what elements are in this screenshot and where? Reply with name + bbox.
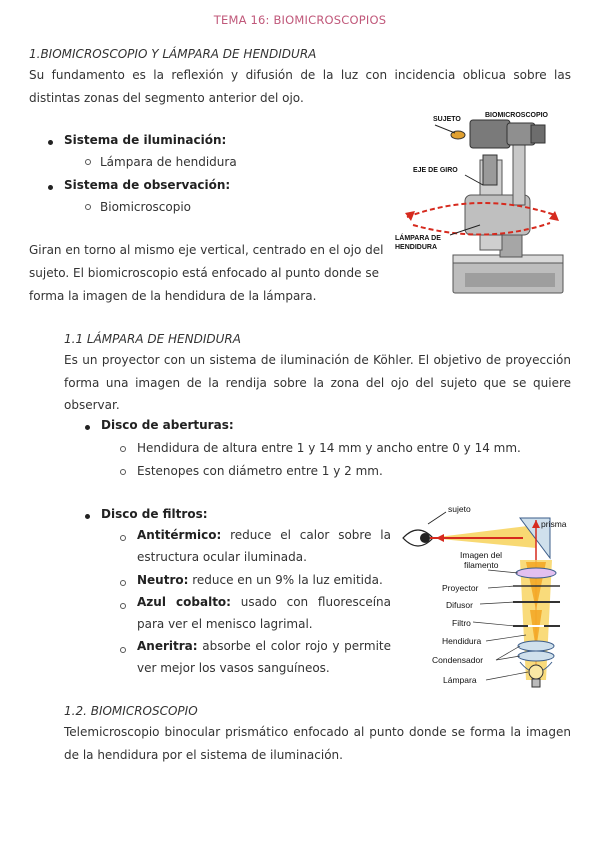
- sub-bullet-circle: [120, 535, 126, 541]
- label-difusor: Difusor: [446, 600, 473, 610]
- section-heading-1-1: 1.1 LÁMPARA DE HENDIDURA: [64, 332, 241, 346]
- filtro-aneritra-line-2: ver mejor los vasos sanguíneos.: [137, 661, 330, 675]
- s11-line-3: observar.: [64, 398, 120, 412]
- label-hendidura: Hendidura: [442, 636, 482, 646]
- sub-bullet-circle: [120, 446, 126, 452]
- filtro-antitermico-line-1: Antitérmico: reduce el calor sobre la: [137, 528, 391, 542]
- label-lampara-2: HENDIDURA: [395, 244, 437, 251]
- sub-bullet-circle: [120, 580, 126, 586]
- aberturas-item-2: Estenopes con diámetro entre 1 y 2 mm.: [137, 464, 383, 478]
- label-imagen-2: filamento: [464, 560, 499, 570]
- bullet-dot: [85, 514, 90, 519]
- para-line-1: Giran en torno al mismo eje vertical, centrado en el ojo del: [29, 243, 384, 257]
- label-imagen-1: Imagen del: [460, 550, 503, 560]
- page-title: TEMA 16: BIOMICROSCOPIOS: [213, 13, 387, 27]
- label-lampara-1: LÁMPARA DE: [395, 235, 441, 242]
- sub-bullet-circle: [120, 647, 126, 653]
- bullet-aberturas: Disco de aberturas:: [101, 418, 234, 432]
- intro-line-1: Su fundamento es la reflexión y difusión de la luz con incidencia oblicua sobre las: [29, 68, 571, 82]
- section-heading-1-2: 1.2. BIOMICROSCOPIO: [64, 704, 198, 718]
- label-prisma: prisma: [541, 519, 567, 529]
- label-lampara: Lámpara: [443, 675, 477, 685]
- aberturas-item-1: Hendidura de altura entre 1 y 14 mm y ancho entre 0 y 14 mm.: [137, 441, 521, 455]
- sub-bullet-circle: [85, 204, 91, 210]
- filtro-azul-line-2: para ver el menisco lagrimal.: [137, 617, 313, 631]
- bullet-observacion: Sistema de observación:: [64, 178, 231, 192]
- sub-bullet-circle: [120, 469, 126, 475]
- bullet-dot: [48, 140, 53, 145]
- bullet-filtros: Disco de filtros:: [101, 507, 208, 521]
- sub-bullet-circle: [85, 159, 91, 165]
- slit-lamp-figure: [395, 105, 575, 300]
- para-line-2: sujeto. El biomicroscopio está enfocado al punto donde se: [29, 266, 379, 280]
- bullet-dot: [85, 425, 90, 430]
- label-condensador: Condensador: [432, 655, 484, 665]
- sub-bullet-circle: [120, 603, 126, 609]
- label-sujeto: SUJETO: [433, 116, 461, 123]
- filtro-azul-line-1: Azul cobalto: usado con fluoresceína: [137, 595, 391, 609]
- s11-line-2: forma una imagen de la rendija sobre la zona del ojo del sujeto que se quiere: [64, 376, 571, 390]
- optical-diagram: [398, 500, 576, 700]
- filtro-neutro: Neutro: reduce en un 9% la luz emitida.: [137, 573, 383, 587]
- sub-lampara: Lámpara de hendidura: [100, 155, 237, 169]
- bullet-iluminacion: Sistema de iluminación:: [64, 133, 227, 147]
- s12-line-2: de la hendidura por el sistema de iluminación.: [64, 748, 343, 762]
- label-eje-giro: EJE DE GIRO: [413, 167, 458, 174]
- intro-line-2: distintas zonas del segmento anterior del ojo.: [29, 91, 304, 105]
- bullet-dot: [48, 185, 53, 190]
- filtro-antitermico-line-2: estructura ocular iluminada.: [137, 550, 307, 564]
- section-heading-1: 1.BIOMICROSCOPIO Y LÁMPARA DE HENDIDURA: [29, 47, 317, 61]
- sub-biomicroscopio: Biomicroscopio: [100, 200, 192, 214]
- label-filtro: Filtro: [452, 618, 471, 628]
- filtro-aneritra-line-1: Aneritra: absorbe el color rojo y permite: [137, 639, 391, 653]
- label-biomicroscopio: BIOMICROSCOPIO: [485, 112, 549, 119]
- s12-line-1: Telemicroscopio binocular prismático enfocado al punto donde se forma la imagen: [64, 725, 571, 739]
- label-proyector: Proyector: [442, 583, 479, 593]
- label-sujeto: sujeto: [448, 504, 471, 514]
- s11-line-1: Es un proyector con un sistema de iluminación de Köhler. El objetivo de proyección: [64, 353, 571, 367]
- para-line-3: forma la imagen de la hendidura de la lámpara.: [29, 289, 317, 303]
